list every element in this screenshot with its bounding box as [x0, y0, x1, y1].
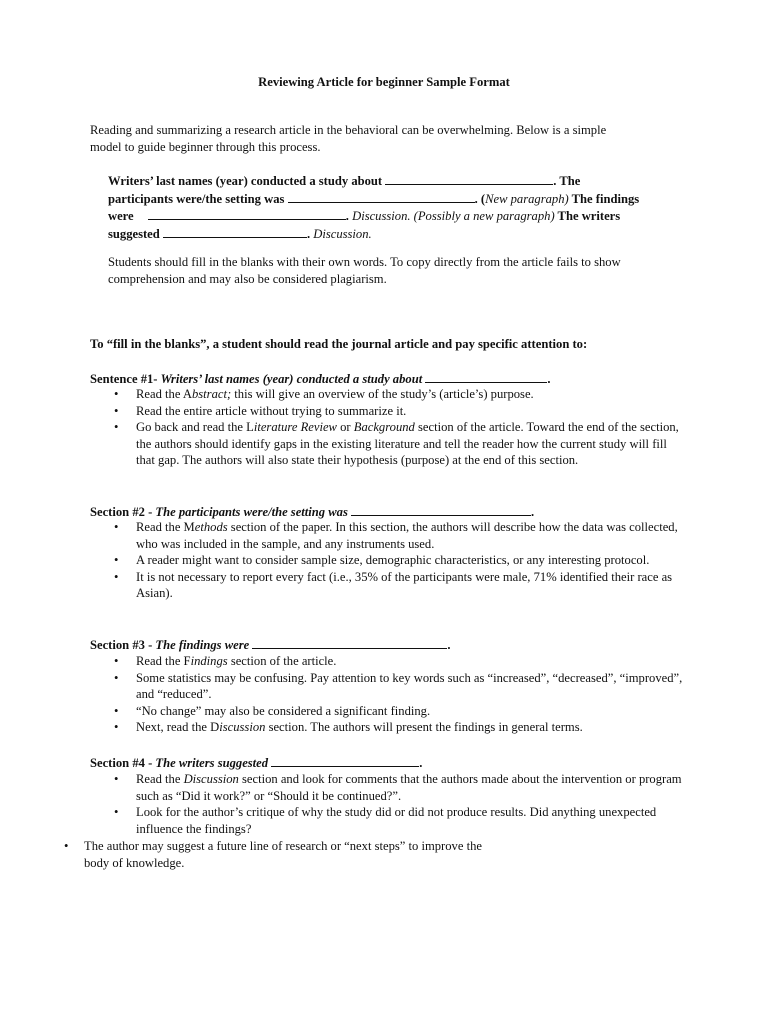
- template-text: suggested: [108, 226, 160, 241]
- template-line: [108, 172, 683, 190]
- template-line: [108, 225, 683, 243]
- template-italic: Discussion. (Possibly a new paragraph): [352, 209, 555, 224]
- template-text: The writers: [554, 209, 621, 224]
- intro-line: model to guide beginner through this process.: [90, 139, 321, 154]
- section-label: Section #4 -: [90, 756, 156, 770]
- bullet-item: • Read the Abstract; this will give an overview of the study’s (article’s) purpose.: [108, 386, 683, 403]
- section-4-bullets: [108, 771, 683, 837]
- bullet-dot-icon: •: [64, 839, 69, 853]
- fill-in-heading: To “fill in the blanks”, a student should read the journal article and pay specific attention to:: [90, 337, 588, 351]
- blank-findings: [148, 207, 346, 220]
- template-text: .: [306, 226, 314, 241]
- template-paragraph: [108, 172, 683, 242]
- bullet-item: • Read the Findings section of the article.: [108, 653, 683, 670]
- section-1-heading: Sentence #1- Writers’ last names (year) conducted a study about .: [90, 372, 551, 386]
- template-text: .: [345, 209, 353, 224]
- section-2-heading: Section #2 - The participants were/the setting was .: [90, 505, 535, 519]
- bullet-item: • Next, read the Discussion section. The authors will present the findings in general terms.: [108, 719, 683, 736]
- students-line: Students should fill in the blanks with their own words. To copy directly from the article fails to show: [108, 255, 621, 269]
- bullet-item: • Read the entire article without trying to summarize it.: [108, 403, 683, 420]
- section-blank: [425, 370, 547, 383]
- template-text: The findings: [568, 191, 640, 206]
- section-label: Sentence #1-: [90, 372, 161, 386]
- bullet-item: • It is not necessary to report every fact (i.e., 35% of the participants were male, 71% identified their race as Asian).: [108, 569, 683, 602]
- section-blank: [271, 754, 419, 767]
- bullet-item: • A reader might want to consider sample size, demographic characteristics, or any interesting protocol.: [108, 552, 683, 569]
- bullet-item: • Read the Methods section of the paper. In this section, the authors will describe how the data was collected, who was included in the sample, and any instruments used.: [108, 519, 683, 552]
- section-italic-prompt: Writers’ last names (year) conducted a study about: [160, 372, 423, 386]
- intro-paragraph: [90, 122, 690, 155]
- students-line: comprehension and may also be considered plagiarism.: [108, 271, 387, 286]
- blank-suggested: [163, 225, 307, 238]
- section-label: Section #2 -: [90, 505, 156, 519]
- loose-bullet: [60, 838, 530, 871]
- template-text: . (: [474, 191, 486, 206]
- loose-bullet-line: The author may suggest a future line of research or “next steps” to improve the: [84, 839, 482, 853]
- bullet-item: • “No change” may also be considered a significant finding.: [108, 703, 683, 720]
- bullet-item: • Read the Discussion section and look for comments that the authors made about the intervention or program such as “Did it work?” or “Should it be continued?”.: [108, 771, 683, 804]
- template-line: [108, 207, 683, 225]
- document-title: Reviewing Article for beginner Sample Format: [258, 75, 510, 89]
- bullet-item: • Look for the author’s critique of why the study did or did not produce results. Did anything unexpected influence the findings?: [108, 804, 683, 837]
- section-3-bullets: [108, 653, 683, 736]
- template-text: . The: [553, 174, 581, 188]
- blank-study-about: [385, 172, 553, 185]
- intro-line: Reading and summarizing a research article in the behavioral can be overwhelming. Below is a simple: [90, 123, 607, 137]
- template-text: Writers’ last names (year) conducted a study about: [108, 174, 383, 188]
- section-italic-prompt: The writers suggested: [155, 756, 269, 770]
- section-blank: [351, 503, 531, 516]
- bullet-item: • Go back and read the Literature Review or Background section of the article. Toward the end of the section, the authors should identify gaps in the existing literature and tell the reader how the current study will fill that gap. The authors will also state their hypothesis (purpose) at the end of this section.: [108, 419, 683, 469]
- section-2-bullets: [108, 519, 683, 602]
- students-note: [108, 254, 683, 287]
- section-italic-prompt: The participants were/the setting was: [155, 505, 348, 519]
- section-italic-prompt: The findings were: [155, 638, 250, 652]
- template-italic: New paragraph): [485, 191, 569, 206]
- template-italic: Discussion.: [313, 226, 372, 241]
- section-1-bullets: [108, 386, 683, 469]
- loose-bullet-line: body of knowledge.: [84, 855, 185, 870]
- template-text: were: [108, 209, 134, 224]
- section-blank: [252, 636, 447, 649]
- template-text: participants were/the setting was: [108, 191, 285, 206]
- section-4-heading: Section #4 - The writers suggested .: [90, 756, 423, 770]
- template-line: [108, 190, 683, 208]
- section-3-heading: Section #3 - The findings were .: [90, 638, 451, 652]
- blank-participants: [288, 190, 475, 203]
- bullet-item: • Some statistics may be confusing. Pay attention to key words such as “increased”, “decreased”, “improved”, and “reduced”.: [108, 670, 683, 703]
- section-label: Section #3 -: [90, 638, 156, 652]
